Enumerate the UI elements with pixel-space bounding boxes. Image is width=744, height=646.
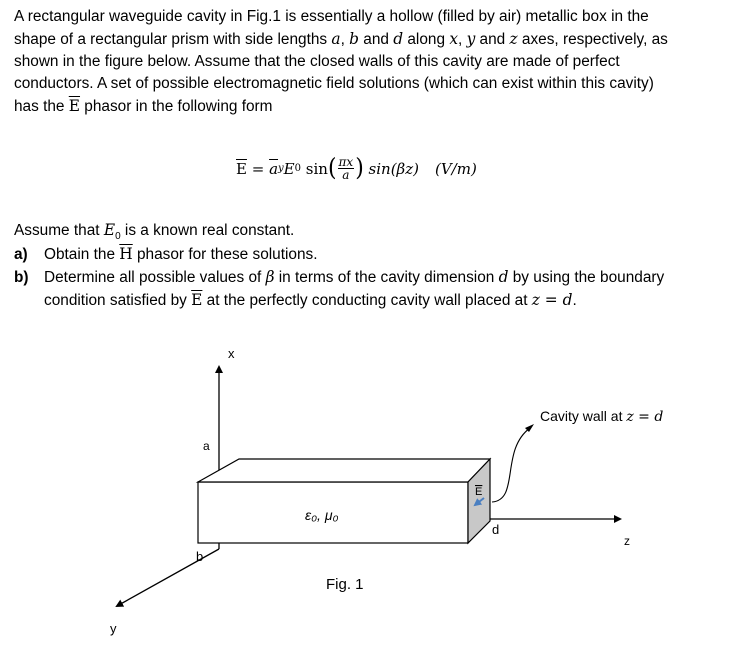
intro-text: phasor in the following form [80,98,273,115]
var-a: a [331,30,341,48]
dimension-d-label: d [492,522,500,537]
part-b-text: at the perfectly conducting cavity wall placed at [202,292,532,309]
var-d: d [393,30,404,48]
intro-text: A rectangular waveguide cavity in Fig.1 is essentially a hollow (filled by air) metallic box in the [14,8,649,25]
part-b-label: b) [14,269,29,286]
eq-units: (V/m) [434,159,477,178]
beta-symbol: β [265,268,275,286]
var-b: b [349,30,359,48]
part-a-text: Obtain the [44,246,120,263]
var-x: x [449,30,458,48]
eq-equals: = [246,159,270,178]
var-d: d [498,268,509,286]
wall-position: z = d [531,291,573,309]
eq-paren-open: ( [327,154,337,182]
z-axis-label: z [624,534,630,548]
part-b-text: Determine all possible values of [44,269,266,286]
eq-sin-beta: sin(βz) [363,159,419,178]
intro-text: , [340,31,350,48]
dimension-b-label: b [196,549,204,564]
e-phasor-symbol: $\overline{E}$ [68,97,81,115]
y-axis-label: y [110,621,117,636]
h-phasor-symbol: $\overline{H}$ [119,245,133,263]
figure-caption: Fig. 1 [326,576,364,593]
eq-unit-subscript: y [278,163,284,174]
assume-text: Assume that [14,222,104,239]
dimension-a-label: a [203,439,210,453]
x-axis-label: x [228,346,235,361]
eq-unit-vector: $\overline{a}$ [269,159,279,178]
e0-symbol: E [103,221,116,239]
intro-text: along [403,31,450,48]
eq-amplitude: E [283,159,295,178]
part-a-text: phasor for these solutions. [132,246,318,263]
assume-text: is a known real constant. [120,222,295,239]
cavity-top-face [198,459,490,482]
wall-pointer-curve [492,428,530,502]
part-b-text: in terms of the cavity dimension [274,269,499,286]
eq-denominator: a [342,168,350,182]
intro-text: shape of a rectangular prism with side lengths [14,31,332,48]
wall-label [540,408,663,425]
wall-label-text: Cavity wall at [540,408,627,424]
part-b-text: condition satisfied by [44,292,192,309]
eq-sin: sin [301,159,328,178]
eq-paren-close: ) [355,154,364,182]
y-axis-line [117,549,219,606]
part-b-text: . [572,292,577,309]
eq-amplitude-subscript: 0 [294,163,301,174]
intro-text: , [458,31,467,48]
wall-label-eq: z = d [626,409,664,425]
part-b-text: by using the boundary [508,269,665,286]
part-a-label: a) [14,246,28,263]
intro-text: axes, respectively, as [517,31,668,48]
var-y: y [466,30,476,48]
e0-subscript: 0 [115,231,121,243]
intro-text: has the [14,98,69,115]
var-z: z [509,30,518,48]
intro-text: conductors. A set of possible electromagnetic field solutions (which can exist within this cavity) [14,75,654,92]
e-field-label: E [475,486,483,498]
intro-text: and [475,31,510,48]
eq-lhs: $\overline{E}$ [236,159,247,178]
e-phasor-symbol: $\overline{E}$ [191,291,203,309]
intro-text: shown in the figure below. Assume that the closed walls of this cavity are made of perfect [14,53,620,70]
medium-label: ε₀, μ₀ [305,507,339,523]
eq-numerator: πx [338,155,354,169]
intro-text: and [359,31,394,48]
